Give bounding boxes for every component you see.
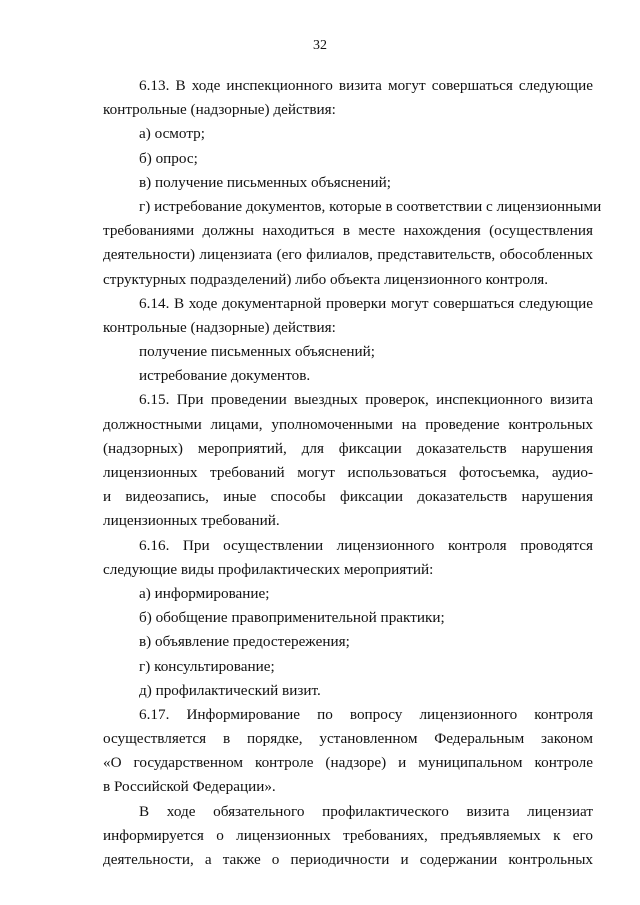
text-line: деятельности, а также о периодичности и содержании контрольных <box>103 851 593 868</box>
text-line: должностными лицами, уполномоченными на проведение контрольных <box>103 415 593 433</box>
text-line: б) опрос; <box>139 149 198 167</box>
text-line: и видеозапись, иные способы фиксации доказательств нарушения <box>103 488 593 506</box>
text-line: информируется о лицензионных требованиях, предъявляемых к его <box>103 826 593 844</box>
text-line: в Российской Федерации». <box>103 778 276 796</box>
text-line: осуществляется в порядке, установленном Федеральным законом <box>103 730 593 748</box>
text-line: деятельности) лицензиата (его филиалов, представительств, обособленных <box>103 246 593 264</box>
text-line: б) обобщение правоприменительной практики; <box>139 609 445 627</box>
text-line: 6.16. При осуществлении лицензионного контроля проводятся <box>139 536 593 554</box>
text-line: 6.13. В ходе инспекционного визита могут совершаться следующие <box>139 77 593 94</box>
text-line: 6.15. При проведении выездных проверок, инспекционного визита <box>139 391 593 409</box>
text-line: истребование документов. <box>139 367 311 385</box>
text-line: лицензионных требований. <box>103 512 280 530</box>
text-line: лицензионных требований могут использоваться фотосъемка, аудио- <box>103 464 593 481</box>
text-line: а) осмотр; <box>139 125 205 143</box>
text-line: структурных подразделений) либо объекта лицензионного контроля. <box>103 270 549 288</box>
text-line: контрольные (надзорные) действия: <box>103 318 336 336</box>
text-line: требованиями должны находиться в месте нахождения (осуществления <box>103 222 593 240</box>
text-line: (надзорных) мероприятий, для фиксации доказательств нарушения <box>103 439 593 457</box>
text-line: В ходе обязательного профилактического визита лицензиат <box>139 802 593 820</box>
text-line: в) получение письменных объяснений; <box>139 173 392 191</box>
text-line: д) профилактический визит. <box>139 681 321 699</box>
text-line: 6.17. Информирование по вопросу лицензионного контроля <box>139 705 593 723</box>
text-line: г) консультирование; <box>139 657 275 675</box>
text-line: г) истребование документов, которые в соответствии с лицензионными <box>139 197 602 215</box>
document-body <box>103 74 602 872</box>
text-line: а) информирование; <box>139 584 270 602</box>
page-number: 32 <box>313 38 327 53</box>
text-line: получение письменных объяснений; <box>139 343 375 361</box>
text-line: следующие виды профилактических мероприятий: <box>103 560 434 578</box>
text-line: контрольные (надзорные) действия: <box>103 101 336 119</box>
text-line: в) объявление предостережения; <box>139 633 350 651</box>
text-line: «О государственном контроле (надзоре) и муниципальном контроле <box>103 754 593 772</box>
text-line: 6.14. В ходе документарной проверки могут совершаться следующие <box>139 294 593 312</box>
